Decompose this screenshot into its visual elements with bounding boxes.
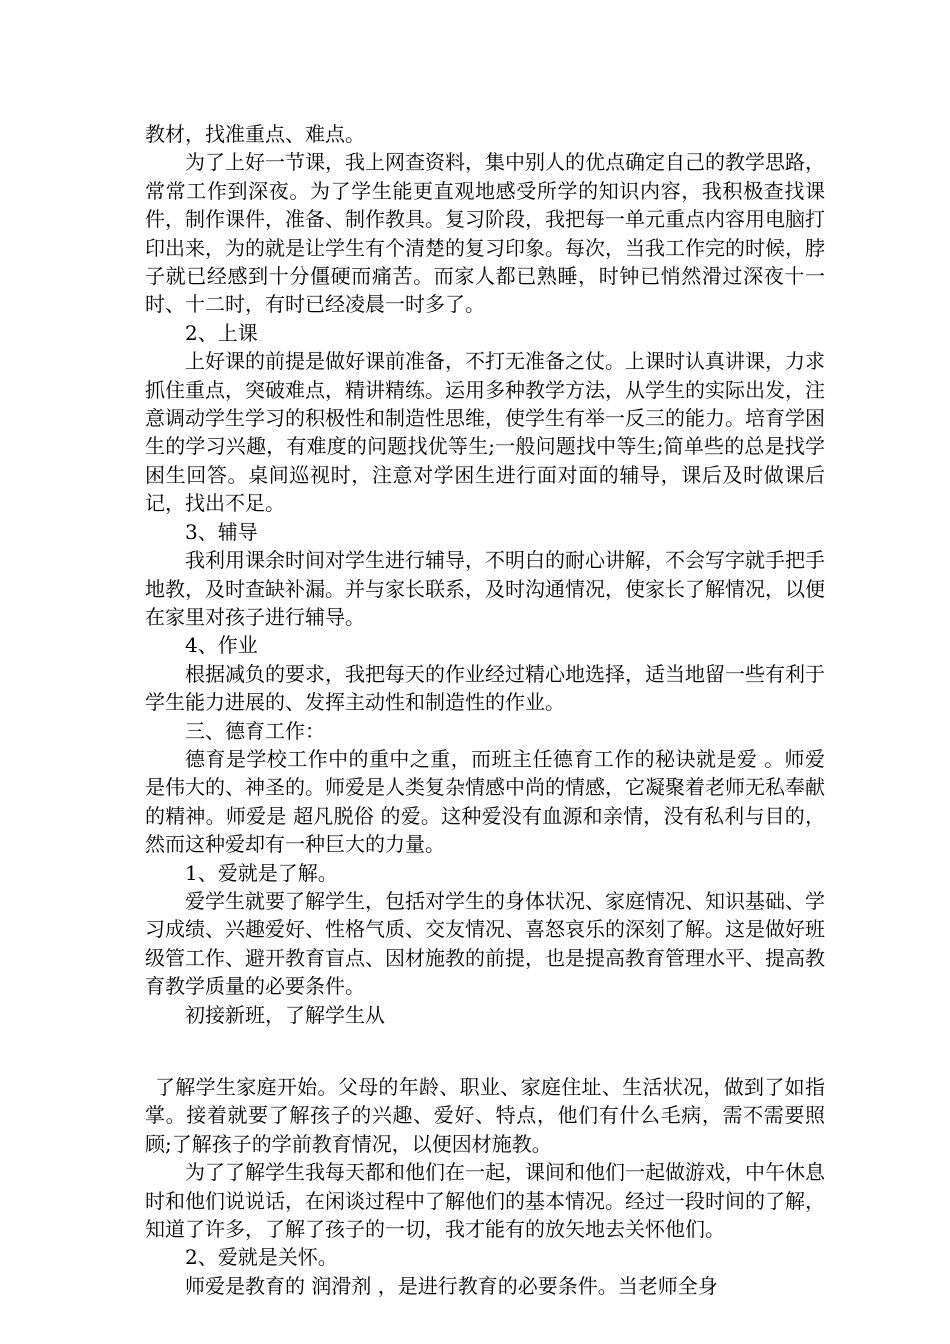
section-heading: 3、辅导 bbox=[185, 519, 258, 544]
paragraph: 为了上好一节课，我上网查资料，集中别人的优点确定自己的教学思路，常常工作到深夜。为了学生能更直观地感受所学的知识内容，我积极查找课件，制作课件，准备、制作教具。复习阶段，我把每一单元重点内容用电脑打印出来，为的就是让学生有个清楚的复习印象。每次，当我工作完的时候，脖子就已经感到十分僵硬而痛苦。而家人都已熟睡，时钟已悄然滑过深夜十一时、十二时，有时已经凌晨一时多了。 bbox=[145, 150, 825, 317]
section-heading: 三、德育工作： bbox=[185, 718, 325, 743]
paragraph: 我利用课余时间对学生进行辅导，不明白的耐心讲解，不会写字就手把手地教，及时查缺补漏。并与家长联系，及时沟通情况，使家长了解情况，以便在家里对孩子进行辅导。 bbox=[145, 548, 825, 629]
paragraph: 为了了解学生我每天都和他们在一起，课间和他们一起做游戏，中午休息时和他们说说话，在闲谈过程中了解他们的基本情况。经过一段时间的了解，知道了许多，了解了孩子的一切，我才能有的放矢地去关怀他们。 bbox=[145, 1160, 825, 1242]
section-heading: 2、爱就是关怀。 bbox=[185, 1245, 338, 1270]
section-heading: 4、作业 bbox=[185, 633, 258, 658]
document-body bbox=[145, 120, 825, 1300]
paragraph: 上好课的前提是做好课前准备，不打无准备之仗。上课时认真讲课，力求抓住重点，突破难点，精讲精练。运用多种教学方法，从学生的实际出发，注意调动学生学习的积极性和制造性思维，使学生有举一反三的能力。培育学困生的学习兴趣，有难度的问题找优等生;一般问题找中等生;简单些的总是找学困生回答。桌间巡视时，注意对学困生进行面对面的辅导，课后及时做课后记，找出不足。 bbox=[145, 349, 825, 516]
paragraph: 教材，找准重点、难点。 bbox=[145, 122, 365, 146]
paragraph: 根据减负的要求，我把每天的作业经过精心地选择，适当地留一些有利于学生能力进展的、发挥主动性和制造性的作业。 bbox=[145, 661, 825, 715]
page-break-gap bbox=[145, 1029, 825, 1073]
paragraph: 了解学生家庭开始。父母的年龄、职业、家庭住址、生活状况，做到了如指掌。接着就要了解孩子的兴趣、爱好、特点，他们有什么毛病，需不需要照顾;了解孩子的学前教育情况，以便因材施教。 bbox=[145, 1075, 825, 1156]
paragraph: 初接新班，了解学生从 bbox=[185, 1002, 385, 1027]
paragraph: 爱学生就要了解学生，包括对学生的身体状况、家庭情况、知识基础、学习成绩、兴趣爱好、性格气质、交友情况、喜怒哀乐的深刻了解。这是做好班级管工作、避开教育盲点、因材施教的前提，也是提高教育管理水平、提高教育教学质量的必要条件。 bbox=[145, 888, 825, 999]
paragraph: 师爱是教育的 润滑剂 ，是进行教育的必要条件。当老师全身 bbox=[185, 1273, 718, 1298]
section-heading: 2、上课 bbox=[185, 320, 258, 345]
section-heading: 1、爱就是了解。 bbox=[185, 860, 338, 885]
paragraph: 德育是学校工作中的重中之重，而班主任德育工作的秘诀就是爱 。师爱是伟大的、神圣的。师爱是人类复杂情感中尚的情感，它凝聚着老师无私奉献的精神。师爱是 超凡脱俗 的爱。这种爱没有血源和亲情，没有私利与目的，然而这种爱却有一种巨大的力量。 bbox=[145, 746, 825, 857]
